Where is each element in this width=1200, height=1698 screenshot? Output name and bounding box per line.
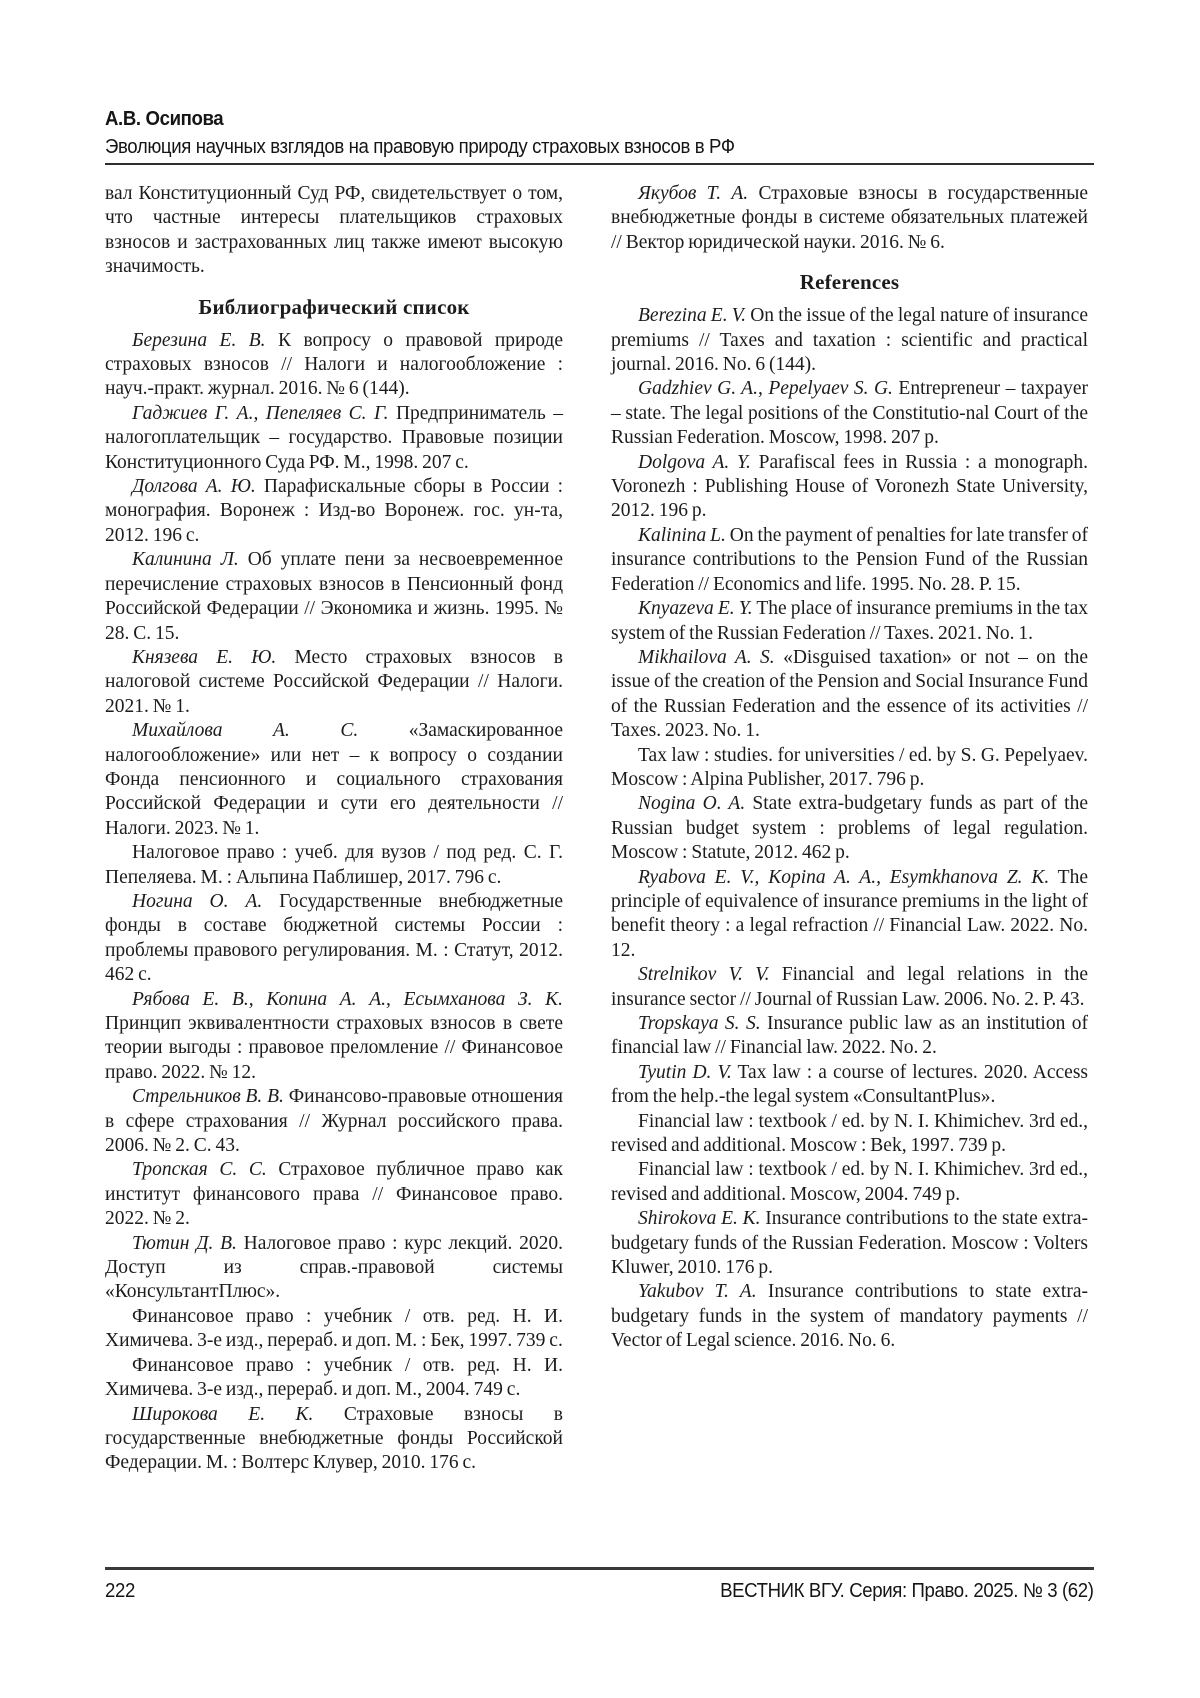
reference-entry: Strelnikov V. V. Financial and legal relations in the insurance sector // Journal of Russian Law. 2006. No. 2. P. 43. (611, 964, 1088, 1010)
reference-entry: Калинина Л. Об уплате пени за несвоевременное перечисление страховых взносов в Пенсионный фонд Российской Федерации // Экономика и жизнь. 1995. № 28. С. 15. (105, 549, 563, 644)
reference-entry: Тропская С. С. Страховое публичное право как институт финансового права // Финансовое право. 2022. № 2. (105, 1159, 564, 1230)
reference-entry: Финансовое право : учебник / отв. ред. Н. И. Химичева. 3-е изд., перераб. и доп. М. : Бек, 1997. 739 с. (105, 1305, 563, 1352)
reference-authors: Князева Е. Ю. (132, 646, 277, 668)
reference-entry: Mikhailova A. S. «Disguised taxation» or not – on the issue of the creation of the Pension and Social Insurance Fund of the Russian Federation and the essence of its activities // Taxes. 2023. No. 1. (611, 646, 1088, 742)
bibliography-list (105, 329, 563, 1476)
reference-entry: Gadzhiev G. A., Pepelyaev S. G. Entrepreneur – taxpayer – state. The legal positions of the Constitutio-nal Court of the Russian Federation. Moscow, 1998. 207 p. (611, 378, 1088, 449)
reference-entry: Financial law : textbook / ed. by N. I. Khimichev. 3rd ed., revised and additional. Moscow : Bek, 1997. 739 p. (611, 1110, 1088, 1157)
reference-entry: Tyutin D. V. Tax law : a course of lectures. 2020. Access from the help.-the legal system «ConsultantPlus». (611, 1061, 1088, 1108)
reference-authors: Strelnikov V. V. (638, 964, 770, 986)
reference-entry: Гаджиев Г. А., Пепеляев С. Г. Предприниматель – налогоплательщик – государство. Правовые позиции Конституционного Суда РФ. М., 1998. 207 с. (105, 402, 563, 473)
running-head (105, 108, 1095, 159)
reference-entry: Тютин Д. В. Налоговое право : курс лекций. 2020. Доступ из справ.-правовой системы «КонсультантПлюс». (105, 1232, 563, 1303)
reference-entry: Стрельников В. В. Финансово-правовые отношения в сфере страхования // Журнал российского права. 2006. № 2. С. 43. (105, 1086, 563, 1157)
reference-authors: Gadzhiev G. A., Pepelyaev S. G. (638, 378, 893, 400)
references-heading: References (799, 270, 900, 295)
reference-entry: Knyazeva E. Y. The place of insurance premiums in the tax system of the Russian Federation // Taxes. 2021. No. 1. (611, 598, 1089, 644)
references-list (611, 304, 1088, 1353)
reference-authors: Михайлова А. С. (132, 720, 359, 742)
reference-entry: Князева Е. Ю. Место страховых взносов в налоговой системе Российской Федерации // Налоги. 2021. № 1. (105, 646, 563, 717)
reference-authors: Тютин Д. В. (132, 1232, 237, 1254)
bibliography-heading: Библиографический список (198, 294, 470, 319)
reference-entry: Михайлова А. С. «Замаскированное налогообложение» или нет – к вопросу о создании Фонда пенсионного и социального страхования Российской Федерации и сути его деятельности // Налоги. 2023. № 1. (105, 720, 563, 839)
reference-authors: Nogina O. A. (638, 793, 746, 815)
reference-authors: Knyazeva E. Y. (638, 598, 753, 620)
running-head-article-title: Эволюция научных взглядов на правовую природу страховых взносов в РФ (105, 136, 735, 158)
reference-entry: Ryabova E. V., Kopina A. A., Esymkhanova Z. K. The principle of equivalence of insurance premiums in the light of benefit theory : a legal refraction // Financial Law. 2022. No. 12. (611, 866, 1088, 961)
reference-entry: Долгова А. Ю. Парафискальные сборы в России : монография. Воронеж : Изд-во Воронеж. гос. ун-та, 2012. 196 с. (105, 476, 563, 546)
reference-authors: Березина Е. В. (132, 329, 266, 351)
reference-authors: Dolgova A. Y. (638, 451, 751, 473)
reference-entry: Tropskaya S. S. Insurance public law as an institution of financial law // Financial law. 2022. No. 2. (611, 1013, 1088, 1059)
reference-authors: Широкова Е. К. (132, 1403, 314, 1425)
reference-entry: Tax law : studies. for universities / ed. by S. G. Pepelyaev. Moscow : Alpina Publisher, 2017. 796 p. (611, 744, 1088, 790)
reference-entry: Kalinina L. On the payment of penalties for late transfer of insurance contributions to the Pension Fund of the Russian Federation // Economics and life. 1995. No. 28. P. 15. (611, 524, 1089, 595)
reference-authors: Ногина О. А. (132, 890, 263, 912)
right-column (611, 182, 1088, 1354)
reference-authors: Kalinina L. (638, 524, 726, 546)
page-number: 222 (105, 1580, 135, 1602)
reference-authors: Тропская С. С. (132, 1159, 267, 1181)
reference-entry: Финансовое право : учебник / отв. ред. Н. И. Химичева. 3-е изд., перераб. и доп. М., 2004. 749 с. (105, 1354, 563, 1401)
reference-entry: Shirokova E. K. Insurance contributions to the state extra-budgetary funds of the Russian Federation. Moscow : Volters Kluwer, 2010. 176 p. (611, 1208, 1089, 1279)
footer (105, 1580, 1094, 1603)
footer-rule (105, 1567, 1094, 1570)
reference-authors: Калинина Л. (132, 549, 239, 571)
reference-entry: Якубов Т. А. Страховые взносы в государственные внебюджетные фонды в системе обязательных платежей // Вектор юридической науки. 2016. № 6. (611, 183, 1088, 253)
reference-authors: Tropskaya S. S. (638, 1013, 761, 1034)
reference-authors: Shirokova E. K. (638, 1208, 761, 1230)
reference-authors: Рябова Е. В., Копина А. А., Есымханова З. К. (132, 988, 563, 1010)
reference-entry: Dolgova A. Y. Parafiscal fees in Russia : a monograph. Voronezh : Publishing House of Voronezh State University, 2012. 196 p. (611, 451, 1088, 522)
bibliography-list-carryover (611, 182, 1088, 255)
text-columns (105, 182, 1095, 1476)
running-head-author: А.В. Осипова (105, 108, 224, 130)
reference-authors: Стрельников В. В. (132, 1086, 284, 1108)
header-rule (105, 163, 1094, 165)
reference-entry: Nogina O. A. State extra-budgetary funds as part of the Russian budget system : problems of legal regulation. Moscow : Statute, 2012. 462 p. (611, 793, 1088, 864)
reference-entry: Березина Е. В. К вопросу о правовой природе страховых взносов // Налоги и налогообложение : науч.-практ. журнал. 2016. № 6 (144). (105, 329, 563, 400)
journal-issue-info: ВЕСТНИК ВГУ. Серия: Право. 2025. № 3 (62) (720, 1580, 1094, 1602)
reference-authors: Mikhailova A. S. (638, 646, 775, 668)
reference-entry: Рябова Е. В., Копина А. А., Есымханова З. К. Принцип эквивалентности страховых взносов в свете теории выгоды : правовое преломление // Финансовое право. 2022. № 12. (105, 988, 563, 1083)
reference-authors: Ryabova E. V., Kopina A. A., Esymkhanova Z. K. (638, 866, 1050, 888)
reference-authors: Tyutin D. V. (638, 1061, 732, 1083)
reference-authors: Yakubov T. A. (638, 1281, 757, 1303)
reference-entry: Широкова Е. К. Страховые взносы в государственные внебюджетные фонды Российской Федерации. М. : Волтерс Клувер, 2010. 176 с. (105, 1403, 563, 1474)
reference-entry: Berezina E. V. On the issue of the legal nature of insurance premiums // Taxes and taxation : scientific and practical journal. 2016. No. 6 (144). (611, 305, 1088, 376)
left-column (105, 182, 563, 1476)
reference-entry: Налоговое право : учеб. для вузов / под ред. С. Г. Пепеляева. М. : Альпина Паблишер, 2017. 796 с. (105, 842, 563, 888)
continuation-paragraph: вал Конституционный Суд РФ, свидетельствует о том, что частные интересы плательщиков страховых взносов и застрахованных лиц также имеют высокую значимость. (105, 183, 563, 278)
reference-authors: Berezina E. V. (638, 305, 747, 327)
reference-authors: Гаджиев Г. А., Пепеляев С. Г. (132, 402, 389, 424)
reference-entry: Financial law : textbook / ed. by N. I. Khimichev. 3rd ed., revised and additional. Moscow, 2004. 749 p. (611, 1159, 1088, 1205)
reference-authors: Долгова А. Ю. (132, 476, 256, 498)
reference-entry: Ногина О. А. Государственные внебюджетные фонды в составе бюджетной системы России : проблемы правового регулирования. М. : Статут, 2012. 462 с. (105, 890, 563, 986)
reference-authors: Якубов Т. А. (638, 183, 749, 204)
reference-entry: Yakubov T. A. Insurance contributions to state extra-budgetary funds in the system of mandatory payments // Vector of Legal science. 2016. No. 6. (611, 1281, 1088, 1352)
